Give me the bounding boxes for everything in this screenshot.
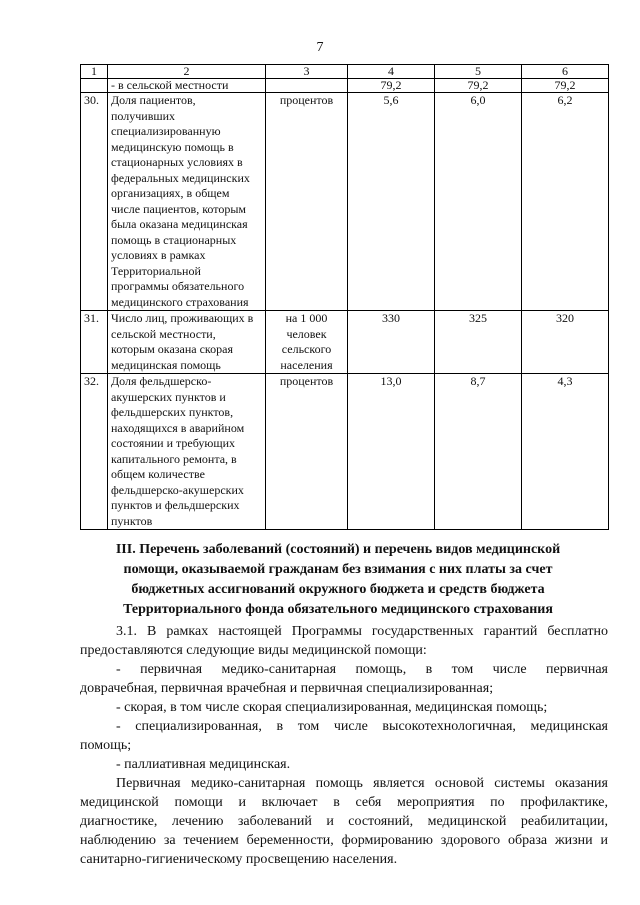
- row-name-line: находящихся в аварийном: [111, 420, 245, 435]
- row-name-line: специализированную: [111, 124, 221, 138]
- row-name-line: Доля фельдшерско-: [111, 374, 212, 388]
- row-unit: [266, 374, 348, 530]
- row-name-line: общем количестве: [111, 467, 205, 481]
- paragraph-line: Первичная медико-санитарная помощь является основой системы оказания: [116, 776, 608, 791]
- header-cell: 4: [348, 65, 435, 79]
- row-value: 79,2: [348, 79, 435, 93]
- row-unit: [266, 93, 348, 311]
- row-name-line: акушерских пунктов и: [111, 389, 226, 404]
- row-unit-line: процентов: [279, 374, 334, 388]
- table-header-row: [81, 65, 609, 79]
- row-name-line: которым оказана скорая: [111, 342, 233, 356]
- paragraph-line: санитарно-гигиеническому просвещению населения.: [80, 852, 398, 867]
- section-title-line: III. Перечень заболеваний (состояний) и перечень видов медицинской: [115, 542, 561, 557]
- row-name-line: федеральных медицинских: [111, 170, 250, 185]
- row-name-line: получивших: [111, 108, 176, 123]
- row-value: 5,6: [348, 93, 435, 311]
- row-unit-line: процентов: [279, 93, 334, 107]
- paragraph-line: предоставляются следующие виды медицинской помощи:: [80, 643, 427, 658]
- row-name-line: организациях, в общем: [111, 186, 230, 200]
- row-name: - в сельской местности: [108, 79, 266, 93]
- row-number: 31.: [81, 311, 108, 374]
- table-row: [81, 93, 609, 311]
- row-name-line: капитального ремонта, в: [111, 451, 237, 466]
- row-name-line: помощь в стационарных: [111, 232, 237, 247]
- row-name: [108, 311, 266, 374]
- header-cell: 3: [266, 65, 348, 79]
- section-title-line: Территориального фонда обязательного медицинского страхования: [123, 602, 553, 617]
- list-item: помощь;: [80, 738, 132, 753]
- row-value: 320: [522, 311, 609, 374]
- row-name-line: медицинская помощь: [111, 357, 221, 372]
- row-value: 325: [435, 311, 522, 374]
- row-name-line: состоянии и требующих: [111, 436, 236, 450]
- row-unit-line: населения: [280, 357, 333, 372]
- row-name: [108, 93, 266, 311]
- row-name-line: медицинскую помощь в: [111, 139, 234, 154]
- table-body: [81, 93, 609, 530]
- row-name-line: Число лиц, проживающих в: [111, 311, 254, 325]
- paragraph-line: медицинской помощи и включает в себя мероприятия по профилактике,: [80, 795, 608, 810]
- paragraph-line: диагностике, лечению заболеваний и состояний, медицинской реабилитации,: [80, 814, 608, 829]
- row-value: 6,0: [435, 93, 522, 311]
- section-title-line: помощи, оказываемой гражданам без взимания с них платы за счет: [123, 562, 553, 577]
- row-name-line: фельдшерско-акушерских: [111, 482, 244, 497]
- table-row: [81, 79, 609, 93]
- table-row: [81, 311, 609, 374]
- page-number: 7: [316, 40, 324, 55]
- row-number: [81, 79, 108, 93]
- row-unit: [266, 79, 348, 93]
- row-name-line: условиях в рамках: [111, 248, 206, 262]
- row-value: 8,7: [435, 374, 522, 530]
- section-title: [68, 540, 608, 620]
- row-value: 330: [348, 311, 435, 374]
- body-text: [80, 622, 608, 869]
- row-unit-line: сельского: [281, 342, 332, 356]
- row-unit-line: на 1 000: [285, 311, 328, 325]
- row-number: 30.: [81, 93, 108, 311]
- header-cell: 2: [108, 65, 266, 79]
- row-value: 4,3: [522, 374, 609, 530]
- row-name-line: пунктов и фельдшерских: [111, 498, 240, 512]
- row-name-line: стационарных условиях в: [111, 155, 243, 169]
- row-name-line: программы обязательного: [111, 279, 245, 293]
- indicators-table: [80, 64, 609, 530]
- row-name-line: была оказана медицинская: [111, 217, 248, 231]
- row-name-line: пунктов: [111, 513, 153, 528]
- row-value: 6,2: [522, 93, 609, 311]
- row-value: 79,2: [435, 79, 522, 93]
- paragraph-line: 3.1. В рамках настоящей Программы государственных гарантий бесплатно: [116, 624, 608, 639]
- header-cell: 5: [435, 65, 522, 79]
- header-cell: 1: [81, 65, 108, 79]
- list-item: - паллиативная медицинская.: [116, 757, 291, 772]
- paragraph-line: наблюдению за течением беременности, формированию здорового образа жизни и: [80, 833, 608, 848]
- row-name-line: фельдшерских пунктов,: [111, 405, 234, 419]
- row-name-line: сельской местности,: [111, 326, 216, 341]
- row-unit: [266, 311, 348, 374]
- row-value: 13,0: [348, 374, 435, 530]
- list-item: доврачебная, первичная врачебная и первичная специализированная;: [80, 681, 494, 696]
- section-title-line: бюджетных ассигнований окружного бюджета и средств бюджета: [131, 582, 545, 597]
- row-number: 32.: [81, 374, 108, 530]
- row-name-line: числе пациентов, которым: [111, 201, 246, 216]
- row-name-line: Территориальной: [111, 263, 201, 278]
- list-item: - специализированная, в том числе высокотехнологичная, медицинская: [116, 719, 608, 734]
- row-unit-line: человек: [286, 326, 327, 341]
- table-row: [81, 374, 609, 530]
- row-name-line: медицинского страхования: [111, 294, 249, 309]
- row-name-line: Доля пациентов,: [111, 93, 196, 107]
- row-name: [108, 374, 266, 530]
- list-item: - первичная медико-санитарная помощь, в том числе первичная: [116, 662, 608, 677]
- header-cell: 6: [522, 65, 609, 79]
- list-item: - скорая, в том числе скорая специализированная, медицинская помощь;: [116, 700, 548, 715]
- row-value: 79,2: [522, 79, 609, 93]
